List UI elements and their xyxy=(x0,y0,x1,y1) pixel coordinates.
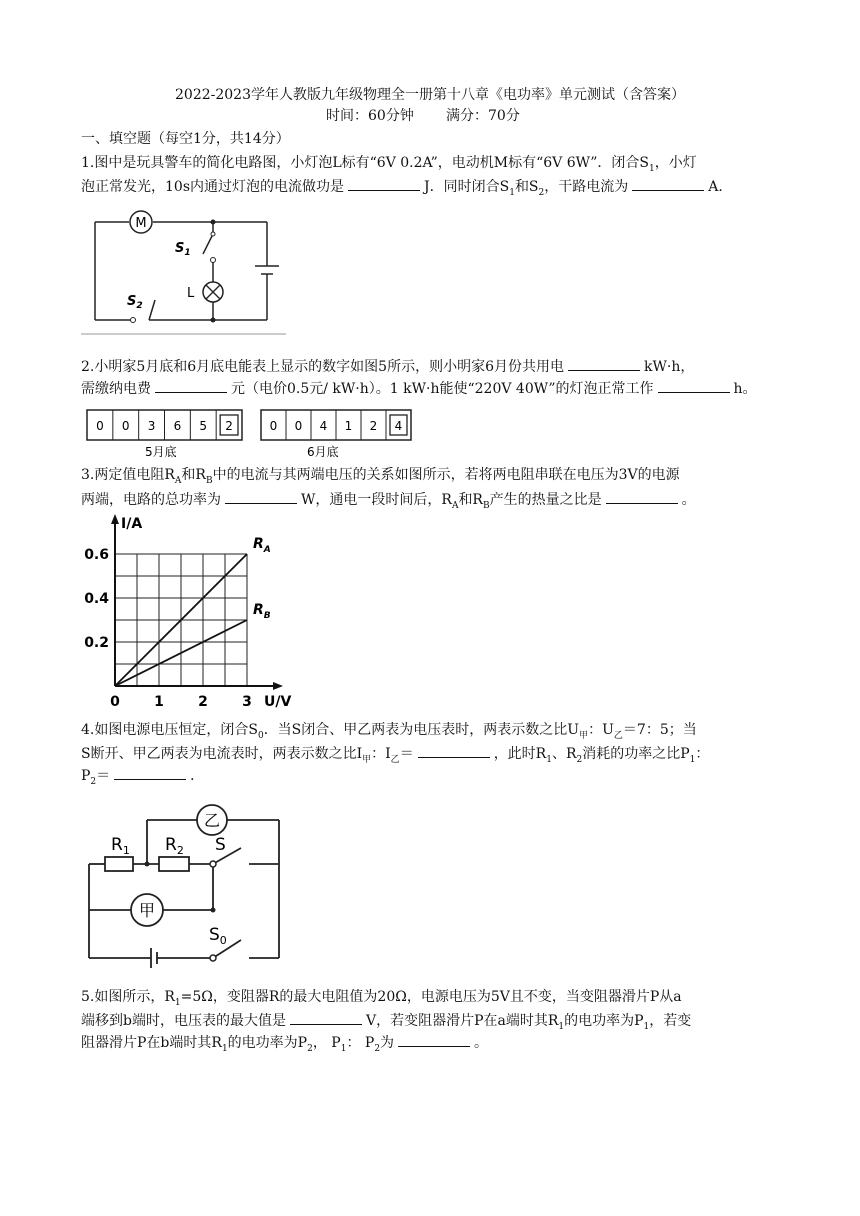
answer-blank[interactable] xyxy=(568,356,640,371)
y-tick-label: 0.6 xyxy=(84,547,109,563)
y-axis-label: I/A xyxy=(121,516,143,532)
meter-digit: 2 xyxy=(369,419,378,433)
x-tick-label: 0 xyxy=(110,694,120,710)
answer-blank[interactable] xyxy=(658,378,730,393)
svg-text:甲: 甲 xyxy=(138,901,156,920)
meter-digit: 0 xyxy=(96,419,104,433)
x-axis-arrow-icon xyxy=(273,682,283,690)
question-5-line-2: 端移到b端时，电压表的最大值是 V，若变阻器滑片P在a端时其$R_1$的电功率为$P_1$，若变 xyxy=(81,1010,691,1036)
meter-yi-icon xyxy=(197,805,227,835)
answer-blank[interactable] xyxy=(632,176,704,191)
electricity-meter-readings xyxy=(85,407,415,459)
question-4-line-3: $P_2=$ ． xyxy=(81,765,204,791)
meter-digit: 0 xyxy=(121,419,130,433)
answer-blank[interactable] xyxy=(398,1032,470,1047)
series-label: $R_B$ xyxy=(253,602,271,621)
section-heading: 一、填空题（每空1分，共14分） xyxy=(81,131,290,147)
motor-icon xyxy=(130,211,152,233)
answer-blank[interactable] xyxy=(606,489,678,504)
question-5-line-3: 阻器滑片P在b端时其$R_1$的电功率为$P_2$， $P_1$： $P_2$为 。 xyxy=(81,1032,488,1058)
answer-blank[interactable] xyxy=(418,743,490,758)
svg-text:S0: $S_0$ xyxy=(209,925,227,947)
meter-june xyxy=(261,410,411,440)
police-car-circuit-diagram xyxy=(81,204,286,339)
meter-digit: 0 xyxy=(269,419,278,433)
answer-blank[interactable] xyxy=(290,1010,362,1025)
meter-digit: 1 xyxy=(344,419,353,433)
meter-june-label: 6月底 xyxy=(307,445,339,459)
question-3-line-1: 3.两定值电阻$R_A$和$R_B$中的电流与其两端电压的关系如图所示，若将两电阻串联在电压为3V的电源 xyxy=(81,467,680,486)
question-2-line-1: 2.小明家5月底和6月底电能表上显示的数字如图5所示，则小明家6月份共用电 kW·h， xyxy=(81,356,694,376)
x-axis-label: U/V xyxy=(264,694,292,710)
meter-digit: 6 xyxy=(173,419,182,433)
meter-jia-icon xyxy=(131,894,163,926)
document-title: 2022-2023学年人教版九年级物理全一册第十八章《电功率》单元测试（含答案） xyxy=(175,87,685,103)
x-tick-label: 1 xyxy=(154,694,164,710)
svg-text:M: M xyxy=(135,216,147,231)
answer-blank[interactable] xyxy=(155,378,227,393)
current-voltage-chart xyxy=(81,510,311,710)
meter-digit: 4 xyxy=(394,419,403,433)
svg-text:乙: 乙 xyxy=(203,811,221,830)
y-axis-arrow-icon xyxy=(111,514,119,524)
question-4-line-1: 4.如图电源电压恒定，闭合$S_0$．当S闭合、甲乙两表为电压表时，两表示数之比$U_甲$：$U_乙=7$：5；当 xyxy=(81,722,697,741)
question-2-line-2: 需缴纳电费 元（电价0.5元/ kW·h）。1 kW·h能使“220V 40W”的灯泡正常工作 h。 xyxy=(81,378,757,398)
svg-text:S1: $S_1$ xyxy=(175,241,191,258)
switch-contact-icon xyxy=(211,258,216,263)
svg-text:S: S xyxy=(215,835,226,855)
x-tick-label: 2 xyxy=(198,694,208,710)
y-tick-label: 0.2 xyxy=(84,635,109,651)
meter-digit: 0 xyxy=(294,419,303,433)
meter-switch-circuit-diagram xyxy=(81,790,291,975)
resistor-r1-icon xyxy=(105,857,133,871)
meter-may xyxy=(87,410,242,440)
y-tick-label: 0.4 xyxy=(84,591,109,607)
answer-blank[interactable] xyxy=(225,489,297,504)
question-4-line-2: S断开、甲乙两表为电流表时，两表示数之比$I_甲$：$I_乙=$ ，此时$R_1$、$R_2$消耗的功率之比$P_1$： xyxy=(81,743,709,769)
meter-may-label: 5月底 xyxy=(145,445,177,459)
question-1-line-2: 泡正常发光，10s内通过灯泡的电流做功是 J．同时闭合$S_1$和$S_2$，干路电流为 A． xyxy=(81,176,732,202)
x-tick-label: 3 xyxy=(242,694,252,710)
resistor-r2-icon xyxy=(159,857,189,871)
svg-text:S2: $S_2$ xyxy=(127,294,143,311)
question-3-line-2: 两端，电路的总功率为 W，通电一段时间后，$R_A$和$R_B$产生的热量之比是 。 xyxy=(81,489,696,515)
series-label: $R_A$ xyxy=(253,536,271,555)
exam-score: 满分：70分 xyxy=(446,108,520,124)
lamp-icon xyxy=(203,282,223,302)
meter-digit: 4 xyxy=(319,419,328,433)
question-5-line-1: 5.如图所示，$R_1=5\Omega$，变阻器R的最大电阻值为20Ω，电源电压为5V且不变，当变阻器滑片P从a xyxy=(81,989,682,1008)
meter-digit: 2 xyxy=(225,419,233,433)
meter-digit: 5 xyxy=(199,419,208,433)
exam-time: 时间：60分钟 xyxy=(326,108,414,124)
svg-text:R2: $R_2$ xyxy=(165,835,184,857)
answer-blank[interactable] xyxy=(114,765,186,780)
answer-blank[interactable] xyxy=(348,176,420,191)
svg-text:L: L xyxy=(187,286,195,301)
svg-text:R1: $R_1$ xyxy=(111,835,130,857)
meter-digit: 3 xyxy=(147,419,156,433)
question-1-line-1: 1.图中是玩具警车的简化电路图，小灯泡L标有“6V 0.2A”，电动机M标有“6V 6W”．闭合$S_1$，小灯 xyxy=(81,155,697,174)
